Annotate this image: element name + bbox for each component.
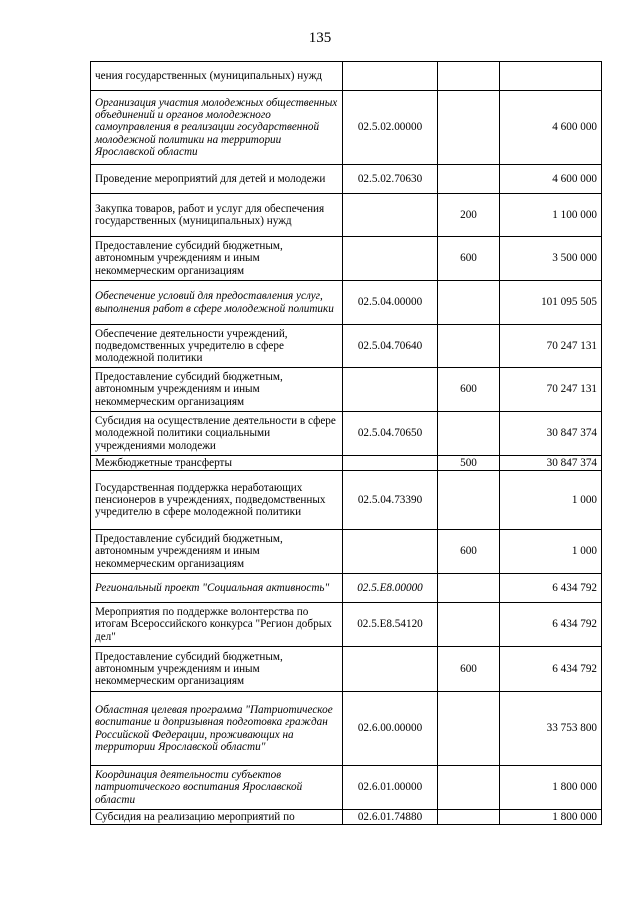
table-row [91,766,602,810]
row-sum: 1 000 [500,471,602,530]
table-row [91,456,602,471]
row-name: Обеспечение условий для предоставления услуг, выполнения работ в сфере молодежной политики [91,281,343,325]
table-row [91,62,602,91]
table-row [91,325,602,368]
row-type [438,692,500,766]
table-row [91,603,602,647]
row-name: Обеспечение деятельности учреждений, подведомственных учредителю в сфере молодежной политики [91,325,343,368]
row-sum: 30 847 374 [500,456,602,471]
row-name: Региональный проект "Социальная активность" [91,574,343,603]
table-row [91,574,602,603]
row-name: Субсидия на осуществление деятельности в сфере молодежной политики социальными учреждениями молодежи [91,412,343,456]
row-code [343,368,438,412]
budget-table [90,61,602,825]
row-type: 500 [438,456,500,471]
row-name: чения государственных (муниципальных) нужд [91,62,343,91]
row-name: Областная целевая программа "Патриотическое воспитание и допризывная подготовка граждан Российской Федерации, проживающих на территории Ярославской области" [91,692,343,766]
row-code: 02.5.04.70640 [343,325,438,368]
table-row [91,530,602,574]
row-code [343,62,438,91]
row-name: Предоставление субсидий бюджетным, автономным учреждениям и иным некоммерческим организациям [91,647,343,692]
row-type [438,603,500,647]
table-row [91,237,602,281]
row-code: 02.5.02.00000 [343,91,438,165]
row-code: 02.5.E8.54120 [343,603,438,647]
row-type: 600 [438,237,500,281]
row-sum: 6 434 792 [500,574,602,603]
row-type [438,810,500,825]
page-number: 135 [308,30,332,46]
row-type [438,471,500,530]
row-code [343,237,438,281]
row-sum: 101 095 505 [500,281,602,325]
row-name: Предоставление субсидий бюджетным, автономным учреждениям и иным некоммерческим организациям [91,237,343,281]
row-name: Предоставление субсидий бюджетным, автономным учреждениям и иным некоммерческим организациям [91,530,343,574]
table-row [91,692,602,766]
row-type [438,165,500,194]
row-type [438,281,500,325]
row-type [438,62,500,91]
row-code [343,194,438,237]
row-name: Организация участия молодежных общественных объединений и органов молодежного самоуправления в реализации государственной молодежной политики на территории Ярославской области [91,91,343,165]
table-row [91,810,602,825]
row-code: 02.6.01.74880 [343,810,438,825]
row-code: 02.5.04.00000 [343,281,438,325]
row-sum: 30 847 374 [500,412,602,456]
row-sum [500,62,602,91]
row-sum: 3 500 000 [500,237,602,281]
row-name: Координация деятельности субъектов патриотического воспитания Ярославской области [91,766,343,810]
row-code: 02.6.00.00000 [343,692,438,766]
row-code: 02.5.E8.00000 [343,574,438,603]
row-code [343,647,438,692]
row-sum: 33 753 800 [500,692,602,766]
row-name: Мероприятия по поддержке волонтерства по итогам Всероссийского конкурса "Регион добрых дел" [91,603,343,647]
row-sum: 4 600 000 [500,91,602,165]
row-type: 600 [438,647,500,692]
row-code [343,530,438,574]
table-row [91,368,602,412]
row-name: Субсидия на реализацию мероприятий по [91,810,343,825]
row-name: Закупка товаров, работ и услуг для обеспечения государственных (муниципальных) нужд [91,194,343,237]
table-row [91,412,602,456]
row-sum: 70 247 131 [500,325,602,368]
table-row [91,647,602,692]
row-name: Проведение мероприятий для детей и молодежи [91,165,343,194]
row-type: 200 [438,194,500,237]
row-name: Государственная поддержка неработающих пенсионеров в учреждениях, подведомственных учредителю в сфере молодежной политики [91,471,343,530]
row-sum: 6 434 792 [500,603,602,647]
row-code [343,456,438,471]
row-sum: 1 000 [500,530,602,574]
row-sum: 4 600 000 [500,165,602,194]
row-name: Предоставление субсидий бюджетным, автономным учреждениям и иным некоммерческим организациям [91,368,343,412]
table-row [91,91,602,165]
row-code: 02.5.02.70630 [343,165,438,194]
table-row [91,281,602,325]
row-sum: 70 247 131 [500,368,602,412]
row-code: 02.5.04.73390 [343,471,438,530]
row-type [438,766,500,810]
table-row [91,471,602,530]
row-sum: 1 100 000 [500,194,602,237]
row-type [438,574,500,603]
row-type: 600 [438,530,500,574]
row-name: Межбюджетные трансферты [91,456,343,471]
row-type [438,412,500,456]
table-row [91,165,602,194]
row-code: 02.6.01.00000 [343,766,438,810]
row-type: 600 [438,368,500,412]
row-sum: 6 434 792 [500,647,602,692]
row-sum: 1 800 000 [500,766,602,810]
row-sum: 1 800 000 [500,810,602,825]
row-code: 02.5.04.70650 [343,412,438,456]
table-row [91,194,602,237]
row-type [438,325,500,368]
row-type [438,91,500,165]
